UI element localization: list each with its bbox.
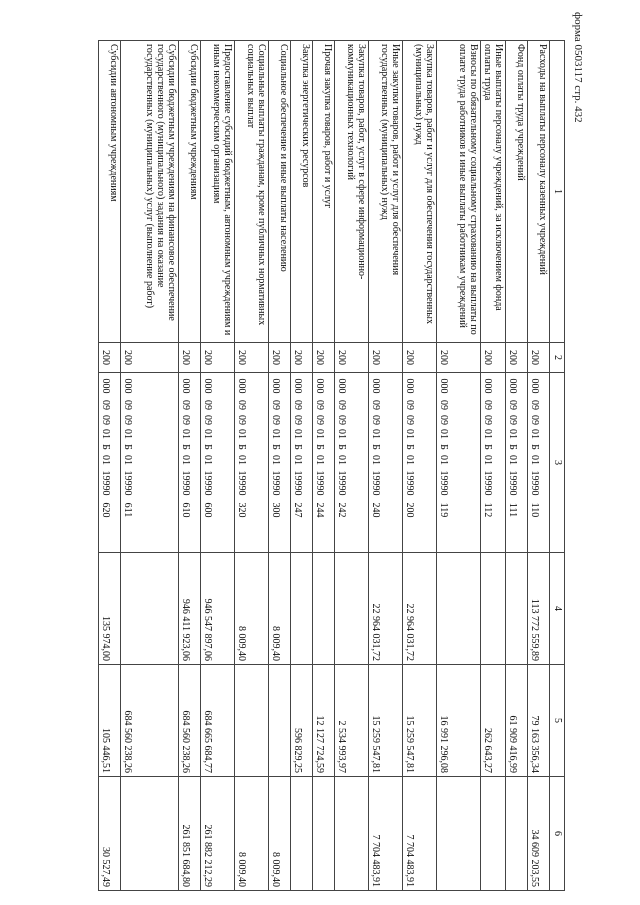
budget-code-part: 09 [314,415,325,425]
budget-code-part: 01 [100,429,111,439]
budget-code-part: 01 [236,455,247,465]
budget-code-part: 09 [100,415,111,425]
row-line-code: 200 [235,343,269,373]
row-amount-col-4 [437,553,481,665]
row-amount-col-4 [121,553,179,665]
row-name: Предоставление субсидий бюджетным, автономным учреждениям и иным некоммерческим организациям [201,41,235,343]
budget-code-part: 19990 [438,470,449,496]
budget-code-part: 19990 [270,470,281,496]
budget-code-part: 19990 [122,470,133,496]
row-amount-col-4 [481,553,506,665]
row-name: Субсидии бюджетным учреждениям [179,41,201,343]
budget-code-part: 01 [180,429,191,439]
row-amount-col-5: 684 560 238,26 [121,665,179,777]
budget-code-part: 01 [292,455,303,465]
budget-code-part: 610 [180,502,191,518]
budget-code-part: 09 [236,400,247,410]
row-amount-col-6 [313,777,335,891]
header-col-6: 6 [550,777,565,891]
row-budget-code [437,373,481,553]
table-header-row [550,41,565,891]
budget-code-part: 09 [529,415,540,425]
row-amount-col-6: 8 009,40 [235,777,269,891]
budget-code-part: 09 [438,400,449,410]
row-amount-col-5: 61 909 416,99 [506,665,528,777]
budget-code-part: 19990 [236,470,247,496]
row-amount-col-4: 8 009,40 [235,553,269,665]
row-amount-col-6: 261 851 684,80 [179,777,201,891]
budget-code-part: 300 [270,502,281,518]
budget-code-part: 01 [529,429,540,439]
budget-code-part: 19990 [314,470,325,496]
budget-code-part: 09 [507,400,518,410]
header-col-3: 3 [550,373,565,553]
budget-code-part: 09 [236,415,247,425]
table-row [335,41,369,891]
row-amount-col-5: 15 259 547,81 [369,665,403,777]
row-name: Социальные выплаты гражданам, кроме публичных нормативных социальных выплат [235,41,269,343]
budget-code-part: 09 [292,415,303,425]
budget-code-part: 600 [202,502,213,518]
row-amount-col-6: 30 527,49 [99,777,121,891]
table-row [506,41,528,891]
budget-code-part: 01 [202,455,213,465]
budget-code-part: 620 [100,502,111,518]
budget-code-part: 09 [270,400,281,410]
budget-code-part: 01 [270,455,281,465]
budget-code-part: Б [270,444,281,450]
budget-code-part: 01 [270,429,281,439]
budget-code-part: 09 [438,415,449,425]
row-amount-col-4 [506,553,528,665]
budget-code-part: 000 [529,378,540,394]
row-budget-code [481,373,506,553]
budget-code-part: Б [438,444,449,450]
budget-code-part: 19990 [292,470,303,496]
row-line-code: 200 [369,343,403,373]
row-amount-col-5: 262 643,27 [481,665,506,777]
budget-code-part: 244 [314,502,325,518]
budget-code-part: 01 [370,429,381,439]
row-name: Иные выплаты персоналу учреждений, за исключением фонда оплаты труда [481,41,506,343]
row-line-code: 200 [201,343,235,373]
expenses-table [98,40,565,891]
row-amount-col-5: 15 259 547,81 [403,665,437,777]
budget-code-part: 000 [336,378,347,394]
row-amount-col-6: 34 609 203,55 [528,777,550,891]
row-amount-col-6: 7 704 483,91 [369,777,403,891]
budget-code-part: 09 [270,415,281,425]
budget-code-part: 09 [529,400,540,410]
row-line-code: 200 [99,343,121,373]
budget-code-part: 19990 [370,470,381,496]
row-amount-col-4: 22 964 031,72 [369,553,403,665]
budget-code-part: 09 [336,400,347,410]
row-name: Закупка товаров, работ и услуг для обеспечения государственных (муниципальных) нужд [403,41,437,343]
budget-code-part: Б [507,444,518,450]
row-line-code: 200 [313,343,335,373]
rotated-table-wrapper [65,40,565,890]
table-row [179,41,201,891]
row-name: Фонд оплаты труда учреждений [506,41,528,343]
budget-code-part: Б [100,444,111,450]
budget-code-part: 01 [438,455,449,465]
budget-code-part: 611 [122,502,133,518]
row-line-code: 200 [291,343,313,373]
budget-code-part: 119 [438,502,449,518]
budget-code-part: 200 [404,502,415,518]
budget-code-part: 01 [122,429,133,439]
row-budget-code [201,373,235,553]
budget-code-part: 000 [270,378,281,394]
budget-code-part: 000 [122,378,133,394]
row-name: Социальное обеспечение и иные выплаты населению [269,41,291,343]
row-amount-col-5: 16 991 296,08 [437,665,481,777]
table-row [235,41,269,891]
budget-code-part: 01 [314,429,325,439]
table-row [481,41,506,891]
budget-code-part: 09 [202,400,213,410]
budget-code-part: Б [482,444,493,450]
budget-code-part: 01 [180,455,191,465]
budget-code-part: 19990 [180,470,191,496]
budget-code-part: Б [404,444,415,450]
row-name: Иные закупки товаров, работ и услуг для обеспечения государственных (муниципальных) нужд [369,41,403,343]
row-amount-col-6 [437,777,481,891]
row-amount-col-5: 12 127 724,59 [313,665,335,777]
budget-code-part: Б [236,444,247,450]
budget-code-part: 000 [438,378,449,394]
row-budget-code [369,373,403,553]
row-amount-col-6 [291,777,313,891]
row-name: Прочая закупка товаров, работ и услуг [313,41,335,343]
row-amount-col-4 [335,553,369,665]
row-name: Субсидии автономным учреждениям [99,41,121,343]
row-line-code: 200 [481,343,506,373]
row-amount-col-4: 946 411 923,06 [179,553,201,665]
row-amount-col-5 [269,665,291,777]
row-amount-col-6 [481,777,506,891]
row-budget-code [506,373,528,553]
budget-code-part: 09 [202,415,213,425]
budget-code-part: 01 [404,455,415,465]
budget-code-part: 01 [482,429,493,439]
row-amount-col-5: 2 534 993,97 [335,665,369,777]
budget-code-part: 112 [482,502,493,518]
row-amount-col-6 [506,777,528,891]
budget-code-part: 09 [180,415,191,425]
budget-code-part: 09 [292,400,303,410]
row-amount-col-4: 113 772 559,89 [528,553,550,665]
budget-code-part: Б [314,444,325,450]
row-budget-code [179,373,201,553]
row-line-code: 200 [269,343,291,373]
row-name: Закупка энергетических ресурсов [291,41,313,343]
budget-code-part: 01 [529,455,540,465]
header-col-1: 1 [550,41,565,343]
budget-code-part: 01 [438,429,449,439]
budget-code-part: 19990 [202,470,213,496]
row-amount-col-5 [235,665,269,777]
budget-code-part: Б [122,444,133,450]
budget-code-part: 09 [370,400,381,410]
budget-code-part: 000 [236,378,247,394]
header-col-2: 2 [550,343,565,373]
budget-code-part: 240 [370,502,381,518]
budget-code-part: 01 [404,429,415,439]
row-budget-code [313,373,335,553]
row-line-code: 200 [335,343,369,373]
table-row [403,41,437,891]
row-budget-code [335,373,369,553]
row-budget-code [403,373,437,553]
budget-code-part: 242 [336,502,347,518]
budget-code-part: 01 [482,455,493,465]
budget-code-part: Б [529,444,540,450]
budget-code-part: Б [202,444,213,450]
table-row [313,41,335,891]
budget-code-part: 09 [482,400,493,410]
budget-code-part: Б [292,444,303,450]
budget-code-part: 09 [122,415,133,425]
budget-code-part: 19990 [482,470,493,496]
budget-code-part: 19990 [507,470,518,496]
row-line-code: 200 [528,343,550,373]
budget-code-part: 01 [202,429,213,439]
row-amount-col-6 [121,777,179,891]
table-row [291,41,313,891]
header-col-5: 5 [550,665,565,777]
budget-code-part: 000 [482,378,493,394]
row-amount-col-4: 8 009,40 [269,553,291,665]
budget-code-part: 01 [507,429,518,439]
budget-code-part: 09 [314,400,325,410]
budget-code-part: 09 [404,415,415,425]
budget-code-part: 19990 [100,470,111,496]
row-amount-col-5: 105 446,51 [99,665,121,777]
row-amount-col-5: 596 829,25 [291,665,313,777]
row-amount-col-6: 261 882 212,29 [201,777,235,891]
row-budget-code [99,373,121,553]
row-name: Закупка товаров, работ, услуг в сфере информационно-коммуникационных технологий [335,41,369,343]
budget-code-part: 01 [122,455,133,465]
row-amount-col-5: 684 665 684,77 [201,665,235,777]
budget-code-part: 09 [404,400,415,410]
budget-code-part: 247 [292,502,303,518]
budget-code-part: 111 [507,502,518,518]
budget-code-part: 01 [292,429,303,439]
row-budget-code [235,373,269,553]
budget-code-part: 01 [507,455,518,465]
row-amount-col-4 [313,553,335,665]
budget-code-part: 000 [404,378,415,394]
row-amount-col-5: 684 560 238,26 [179,665,201,777]
row-amount-col-6 [335,777,369,891]
budget-code-part: 000 [370,378,381,394]
budget-code-part: 000 [202,378,213,394]
row-line-code: 200 [403,343,437,373]
budget-code-part: 01 [336,429,347,439]
table-body [99,41,550,891]
row-name: Взносы по обязательному социальному страхованию на выплаты по оплате труда работников и иные выплаты работникам учреждений [437,41,481,343]
budget-code-part: Б [180,444,191,450]
budget-code-part: 09 [482,415,493,425]
header-col-4: 4 [550,553,565,665]
budget-code-part: 01 [100,455,111,465]
row-budget-code [121,373,179,553]
budget-code-part: 000 [314,378,325,394]
row-line-code: 200 [506,343,528,373]
budget-code-part: 19990 [336,470,347,496]
budget-code-part: 01 [314,455,325,465]
budget-code-part: Б [336,444,347,450]
row-amount-col-4: 946 547 897,06 [201,553,235,665]
budget-code-part: 01 [370,455,381,465]
budget-code-part: 09 [100,400,111,410]
row-amount-col-5: 79 163 356,34 [528,665,550,777]
budget-code-part: 000 [100,378,111,394]
table-row [201,41,235,891]
table-row [369,41,403,891]
budget-code-part: Б [370,444,381,450]
row-line-code: 200 [121,343,179,373]
table-row [528,41,550,891]
budget-code-part: 320 [236,502,247,518]
budget-code-part: 09 [370,415,381,425]
row-name: Расходы на выплаты персоналу казенных учреждений [528,41,550,343]
row-amount-col-6: 7 704 483,91 [403,777,437,891]
budget-code-part: 110 [529,502,540,518]
budget-code-part: 09 [180,400,191,410]
budget-code-part: 09 [336,415,347,425]
budget-code-part: 09 [507,415,518,425]
row-budget-code [528,373,550,553]
budget-code-part: 19990 [404,470,415,496]
row-amount-col-4: 22 964 031,72 [403,553,437,665]
budget-code-part: 09 [122,400,133,410]
row-name: Субсидии бюджетным учреждениям на финансовое обеспечение государственного (муниципального) задания на оказание государственных (муниципальных) услуг (выполнение работ) [121,41,179,343]
row-budget-code [269,373,291,553]
budget-code-part: 000 [180,378,191,394]
budget-code-part: 19990 [529,470,540,496]
table-row [99,41,121,891]
budget-code-part: 01 [336,455,347,465]
row-amount-col-6: 8 009,40 [269,777,291,891]
row-line-code: 200 [179,343,201,373]
budget-code-part: 000 [507,378,518,394]
table-row [269,41,291,891]
table-row [121,41,179,891]
row-line-code: 200 [437,343,481,373]
row-budget-code [291,373,313,553]
table-row [437,41,481,891]
budget-code-part: 000 [292,378,303,394]
form-note: форма 0503117 стр. 432 [572,12,584,123]
row-amount-col-4: 135 974,00 [99,553,121,665]
row-amount-col-4 [291,553,313,665]
budget-code-part: 01 [236,429,247,439]
